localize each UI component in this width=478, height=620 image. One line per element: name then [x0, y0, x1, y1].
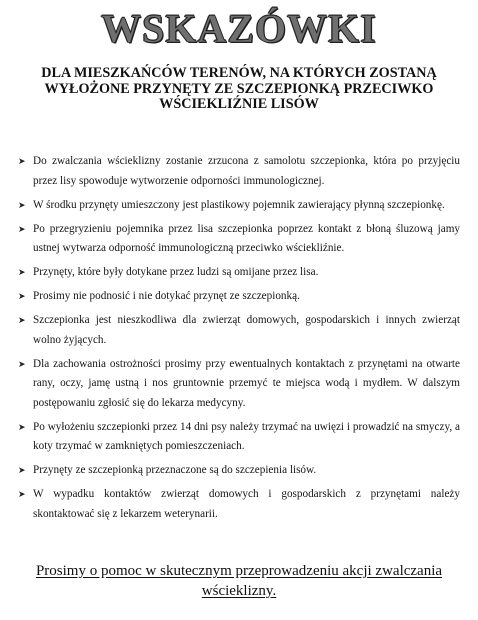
list-item: [18, 485, 460, 524]
list-item: [18, 287, 460, 307]
arrow-bullet-icon: ➤: [18, 358, 26, 369]
list-item-text: Po przegryzieniu pojemnika przez lisa szczepionka poprzez kontakt z błoną śluzową jamy ustnej wytwarza odporność immunologiczną przeciwko wściekliźnie.: [33, 222, 460, 254]
list-item-text: Prosimy nie podnosić i nie dotykać przynęt ze szczepionką.: [33, 290, 300, 302]
arrow-bullet-icon: ➤: [18, 291, 26, 301]
list-item: [18, 263, 460, 283]
arrow-bullet-icon: ➤: [18, 156, 26, 166]
instructions-list: [18, 152, 460, 529]
list-item-text: Dla zachowania ostrożności prosimy przy ewentualnych kontaktach z przynętami na otwarte rany, oczy, jamę ustną i nos gruntownie przemyć te miejsca wodą i mydłem. W dalszym postępowaniu zgłosić się do lekarza medycyny.: [33, 357, 460, 409]
list-item-text: W środku przynęty umieszczony jest plastikowy pojemnik zawierający płynną szczepionkę.: [33, 198, 445, 211]
page-title: WSKAZÓWKI: [101, 6, 377, 51]
arrow-bullet-icon: ➤: [18, 465, 26, 475]
arrow-bullet-icon: ➤: [18, 199, 26, 210]
list-item: [18, 311, 460, 350]
list-item: [18, 355, 460, 414]
arrow-bullet-icon: ➤: [18, 489, 26, 499]
list-item: [18, 220, 460, 259]
arrow-bullet-icon: ➤: [18, 223, 26, 234]
list-item-text: Szczepionka jest nieszkodliwa dla zwierząt domowych, gospodarskich i innych zwierząt wolno żyjących.: [33, 314, 460, 346]
list-item: [18, 152, 460, 191]
list-item: [18, 418, 460, 457]
page-subtitle: DLA MIESZKAŃCÓW TERENÓW, NA KTÓRYCH ZOSTANĄ WYŁOŻONE PRZYNĘTY ZE SZCZEPIONKĄ PRZECIWKO WŚCIEKLIŹNIE LISÓW: [41, 65, 437, 112]
arrow-bullet-icon: ➤: [18, 421, 26, 432]
list-item: [18, 196, 460, 216]
list-item-text: Po wyłożeniu szczepionki przez 14 dni psy należy trzymać na uwięzi i prowadzić na smyczy, a koty trzymać w zamkniętych pomieszczeniach.: [33, 420, 460, 452]
arrow-bullet-icon: ➤: [18, 267, 26, 277]
list-item-text: Przynęty, które były dotykane przez ludzi są omijane przez lisa.: [33, 266, 319, 278]
list-item-text: Przynęty ze szczepionką przeznaczone są do szczepienia lisów.: [33, 464, 317, 476]
arrow-bullet-icon: ➤: [18, 315, 26, 325]
list-item: [18, 461, 460, 481]
list-item-text: Do zwalczania wścieklizny zostanie zrzucona z samolotu szczepionka, która po przyjęciu przez lisy spowoduje wytworzenie odporności immunologicznej.: [33, 155, 460, 187]
closing-appeal: Prosimy o pomoc w skutecznym przeprowadzeniu akcji zwalczania wścieklizny.: [35, 563, 443, 599]
list-item-text: W wypadku kontaktów zwierząt domowych i gospodarskich z przynętami należy skontaktować się z lekarzem weterynarii.: [33, 488, 460, 520]
